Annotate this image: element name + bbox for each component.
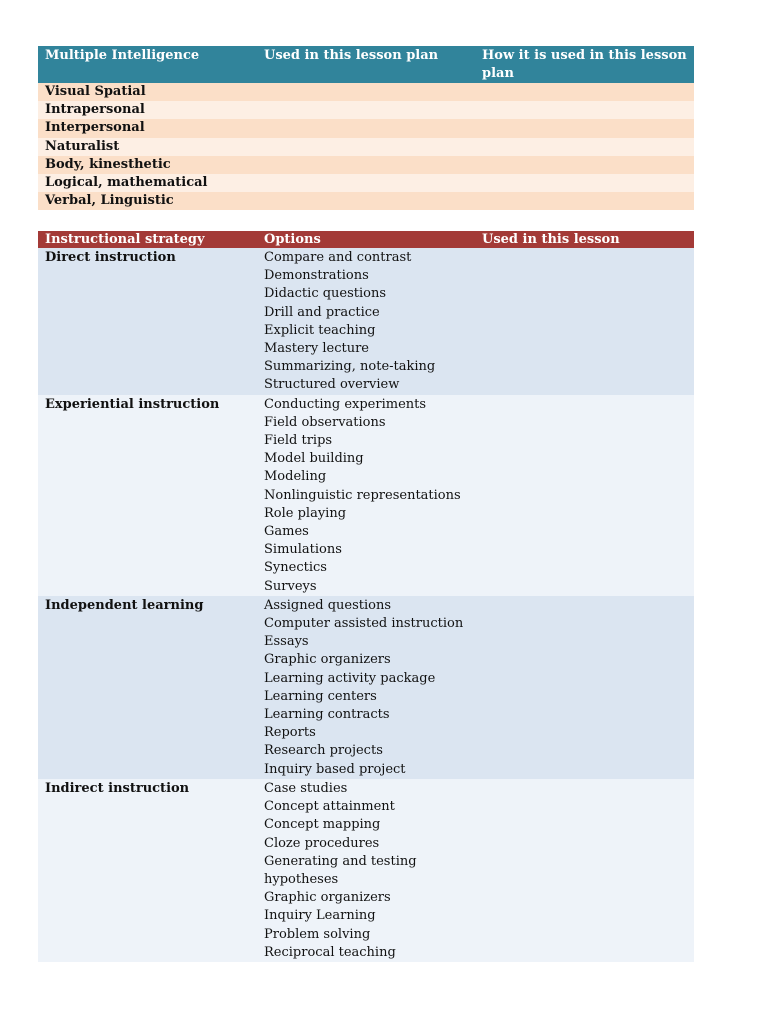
mi-row-used-cell [257, 174, 475, 192]
mi-row-used-cell [257, 101, 475, 119]
option-item: Computer assisted instruction [264, 616, 464, 632]
mi-row-name: Visual Spatial [38, 83, 257, 101]
mi-row [38, 83, 694, 101]
option-item: Role playing [264, 505, 347, 521]
option-item: Graphic organizers [264, 890, 391, 906]
option-item: Demonstrations [264, 268, 369, 284]
strategy-row-indirect [38, 779, 694, 962]
strategy-row-independent [38, 596, 694, 779]
option-item: Structured overview [264, 377, 400, 393]
option-item: Mastery lecture [264, 341, 369, 357]
option-item: Surveys [264, 578, 317, 594]
option-item: Generating and testing [264, 853, 417, 869]
mi-row-how-cell [475, 192, 694, 210]
option-item: Synectics [264, 560, 327, 576]
option-item: Field observations [264, 414, 386, 430]
option-item: Learning activity package [264, 670, 436, 686]
option-item: Conducting experiments [264, 396, 427, 412]
instructional-strategy-table [38, 231, 694, 962]
used-in-lesson-cell [475, 596, 694, 779]
mi-row-how-cell [475, 83, 694, 101]
option-item: Summarizing, note-taking [264, 359, 436, 375]
option-item: Didactic questions [264, 286, 387, 302]
mi-row-how-cell [475, 156, 694, 174]
strategy-name: Independent learning [38, 596, 257, 779]
option-item: Modeling [264, 469, 327, 485]
option-item: Concept attainment [264, 799, 395, 815]
is-header-row [38, 231, 694, 248]
strategy-row-direct [38, 248, 694, 395]
strategy-options [257, 395, 475, 596]
option-item: Learning contracts [264, 707, 390, 723]
mi-header-used: Used in this lesson plan [257, 46, 475, 83]
option-item: hypotheses [264, 871, 339, 887]
mi-row-name: Verbal, Linguistic [38, 192, 257, 210]
used-in-lesson-cell [475, 779, 694, 962]
is-header-strategy: Instructional strategy [38, 231, 257, 248]
mi-header-how-used: How it is used in this lesson plan [475, 46, 694, 83]
option-item: Case studies [264, 780, 348, 796]
mi-row-name: Intrapersonal [38, 101, 257, 119]
option-item: Graphic organizers [264, 652, 391, 668]
strategy-name: Experiential instruction [38, 395, 257, 596]
mi-row-used-cell [257, 119, 475, 137]
option-item: Concept mapping [264, 817, 381, 833]
strategy-name: Direct instruction [38, 248, 257, 395]
option-item: Drill and practice [264, 304, 380, 320]
option-item: Assigned questions [264, 597, 392, 613]
option-item: Model building [264, 451, 364, 467]
used-in-lesson-cell [475, 248, 694, 395]
option-item: Inquiry based project [264, 761, 406, 777]
option-item: Learning centers [264, 688, 377, 704]
mi-row-how-cell [475, 119, 694, 137]
is-header-used: Used in this lesson [475, 231, 694, 248]
option-item: Compare and contrast [264, 250, 412, 265]
mi-row-name: Naturalist [38, 138, 257, 156]
option-item: Cloze procedures [264, 835, 380, 851]
mi-row-used-cell [257, 83, 475, 101]
strategy-name: Indirect instruction [38, 779, 257, 962]
option-item: Field trips [264, 433, 333, 449]
option-item: Explicit teaching [264, 322, 376, 338]
multiple-intelligence-table [38, 46, 694, 210]
option-item: Nonlinguistic representations [264, 487, 461, 503]
option-item: Games [264, 524, 309, 540]
strategy-options [257, 248, 475, 395]
mi-header-row [38, 46, 694, 83]
is-header-options: Options [257, 231, 475, 248]
mi-row [38, 138, 694, 156]
mi-row-used-cell [257, 156, 475, 174]
mi-row-name: Interpersonal [38, 119, 257, 137]
mi-row-used-cell [257, 138, 475, 156]
mi-row-how-cell [475, 101, 694, 119]
mi-row-used-cell [257, 192, 475, 210]
option-item: Reciprocal teaching [264, 944, 396, 960]
mi-row [38, 101, 694, 119]
option-item: Simulations [264, 542, 342, 558]
option-item: Inquiry Learning [264, 908, 376, 924]
strategy-row-experiential [38, 395, 694, 596]
option-item: Reports [264, 725, 316, 741]
used-in-lesson-cell [475, 395, 694, 596]
strategy-options [257, 779, 475, 962]
mi-header-intelligence: Multiple Intelligence [38, 46, 257, 83]
option-item: Problem solving [264, 926, 371, 942]
option-item: Research projects [264, 743, 383, 759]
option-item: Essays [264, 634, 309, 650]
mi-row [38, 192, 694, 210]
mi-row [38, 156, 694, 174]
mi-row-how-cell [475, 138, 694, 156]
mi-row [38, 119, 694, 137]
mi-row-name: Logical, mathematical [38, 174, 257, 192]
mi-row-how-cell [475, 174, 694, 192]
strategy-options [257, 596, 475, 779]
mi-row-name: Body, kinesthetic [38, 156, 257, 174]
mi-row [38, 174, 694, 192]
